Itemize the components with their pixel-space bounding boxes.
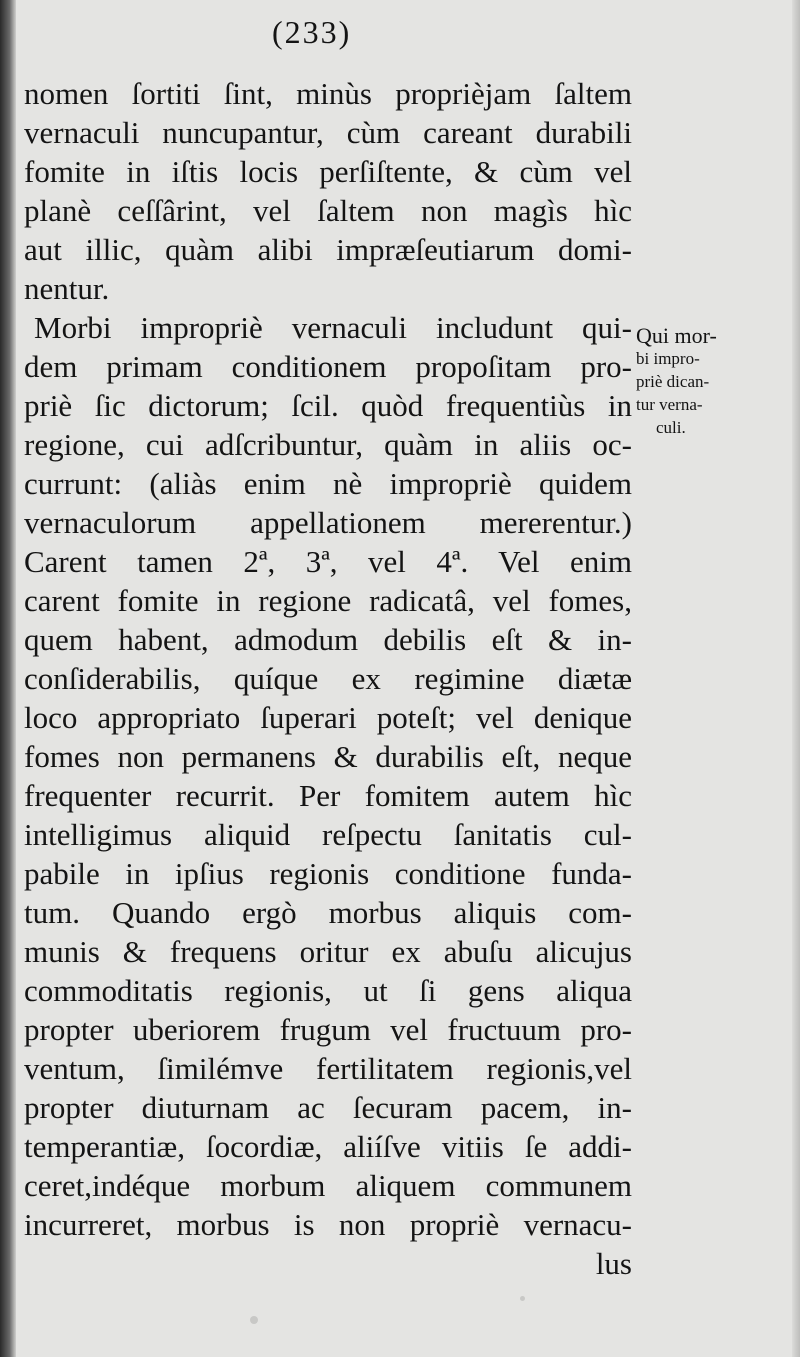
text-line: loco appropriato ſuperari poteſt; vel denique xyxy=(24,700,632,735)
text-line: fomes non permanens & durabilis eſt, neque xyxy=(24,739,632,774)
text-line: priè ſic dictorum; ſcil. quòd frequentiùs in xyxy=(24,388,632,423)
text-line: propter diuturnam ac ſecuram pacem, in- xyxy=(24,1090,632,1125)
text-line: currunt: (aliàs enim nè impropriè quidem xyxy=(24,466,632,501)
text-line: planè ceſſârint, vel ſaltem non magìs hìc xyxy=(24,193,632,228)
marginal-note-line: culi. xyxy=(656,418,686,437)
marginal-note xyxy=(636,324,796,439)
text-line: vernaculorum appellationem mererentur.) xyxy=(24,505,632,540)
marginal-note-line: Qui mor- xyxy=(636,323,717,348)
text-line: Carent tamen 2ª, 3ª, vel 4ª. Vel enim xyxy=(24,544,632,579)
text-line: nentur. xyxy=(24,271,110,306)
text-line: ceret,indéque morbum aliquem communem xyxy=(24,1168,632,1203)
text-line: temperantiæ, ſocordiæ, aliíſve vitiis ſe addi- xyxy=(24,1129,632,1164)
catchword: lus xyxy=(595,1246,632,1281)
text-line: tum. Quando ergò morbus aliquis com- xyxy=(24,895,632,930)
marginal-note-line: bi impro- xyxy=(636,349,700,368)
text-line: aut illic, quàm alibi impræſeutiarum domi- xyxy=(24,232,632,267)
text-line: incurreret, morbus is non propriè vernacu- xyxy=(24,1207,632,1242)
page-edge xyxy=(792,0,800,1357)
ink-speck xyxy=(250,1316,258,1324)
text-line: fomite in iſtis locis perſiſtente, & cùm vel xyxy=(24,154,632,189)
page-gutter-shadow xyxy=(0,0,16,1357)
text-line: munis & frequens oritur ex abuſu alicujus xyxy=(24,934,632,969)
text-line: propter uberiorem frugum vel fructuum pro- xyxy=(24,1012,632,1047)
text-line: pabile in ipſius regionis conditione funda- xyxy=(24,856,632,891)
text-line: intelligimus aliquid reſpectu ſanitatis cul- xyxy=(24,817,632,852)
text-line: dem primam conditionem propoſitam pro- xyxy=(24,349,632,384)
text-line: frequenter recurrit. Per fomitem autem hìc xyxy=(24,778,632,813)
text-line: nomen ſortiti ſint, minùs proprièjam ſaltem xyxy=(24,76,632,111)
text-line: quem habent, admodum debilis eſt & in- xyxy=(24,622,632,657)
text-line: commoditatis regionis, ut ſi gens aliqua xyxy=(24,973,632,1008)
text-line: Morbi impropriè vernaculi includunt qui- xyxy=(34,310,632,345)
ink-speck xyxy=(520,1296,525,1301)
marginal-note-line: tur verna- xyxy=(636,395,703,414)
text-line: conſiderabilis, quíque ex regimine diætæ xyxy=(24,661,632,696)
body-text xyxy=(24,74,632,1283)
text-line: carent fomite in regione radicatâ, vel fomes, xyxy=(24,583,632,618)
page-number: (233) xyxy=(272,14,352,50)
marginal-note-line: priè dican- xyxy=(636,372,710,391)
text-line: regione, cui adſcribuntur, quàm in aliis oc- xyxy=(24,427,632,462)
text-line: ventum, ſimilémve fertilitatem regionis,vel xyxy=(24,1051,632,1086)
text-line: vernaculi nuncupantur, cùm careant durabili xyxy=(24,115,632,150)
